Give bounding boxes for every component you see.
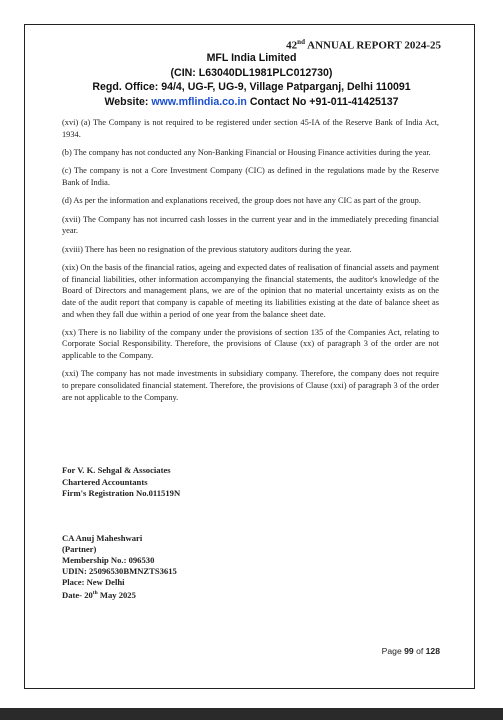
paragraph-xvii: (xvii) The Company has not incurred cash losses in the current year and in the immediately preceding financial year.	[62, 214, 439, 236]
current-page: 99	[404, 646, 414, 656]
of-label: of	[416, 646, 424, 656]
paragraph-xvi-d: (d) As per the information and explanations received, the group does not have any CIC as part of the group.	[62, 196, 421, 206]
website-label: Website:	[104, 95, 149, 108]
signatory-name: CA Anuj Maheshwari	[62, 533, 143, 543]
membership-number: Membership No.: 096530	[62, 555, 155, 565]
date-suffix: th	[92, 590, 98, 596]
paragraph-xvi-b: (b) The company has not conducted any Non-Banking Financial or Housing Finance activities during the year.	[62, 147, 431, 157]
report-title	[286, 38, 441, 52]
website-link[interactable]: www.mflindia.co.in	[151, 95, 247, 108]
udin: UDIN: 25096530BMNZTS3615	[62, 566, 177, 576]
paragraph-xviii: (xviii) There has been no resignation of the previous statutory auditors during the year.	[62, 244, 352, 254]
paragraph-xix: (xix) On the basis of the financial ratios, ageing and expected dates of realisation of financial assets and payment of financial liabilities, other information accompanying the financial statements, the auditor's knowledge of the Board of Directors and management plans, we are of the opinion that no material uncertainty exists as on the date of the audit report that company is capable of meeting its liabilities existing at the date of balance sheet as and when they fall due within a period of one year from the balance sheet date.	[62, 263, 439, 319]
firm-type: Chartered Accountants	[62, 476, 148, 487]
paragraph-xvi-c: (c) The company is not a Core Investment Company (CIC) as defined in the regulations made by the Reserve Bank of India.	[62, 166, 439, 187]
viewer-bottom-bar	[0, 708, 503, 720]
signatory-block	[62, 533, 177, 601]
total-pages: 128	[425, 646, 440, 656]
page-number	[382, 646, 440, 656]
place: Place: New Delhi	[62, 577, 125, 587]
paragraph-xxi: (xxi) The company has not made investments in subsidiary company. Therefore, the company does not require to prepare consolidated financial statement. Therefore, the provisions of Clause (xxi) of paragraph 3 of the order are not applicable to the Company.	[62, 369, 439, 402]
company-name: MFL India Limited	[206, 52, 297, 64]
contact-number: Contact No +91-011-41425137	[249, 95, 399, 108]
page-label: Page	[381, 646, 402, 656]
company-cin: (CIN: L63040DL1981PLC012730)	[170, 66, 333, 79]
report-title-text: ANNUAL REPORT 2024-25	[307, 39, 441, 52]
date-rest: May 2025	[97, 589, 136, 600]
report-number: 42	[286, 39, 298, 52]
date	[62, 588, 177, 601]
date-prefix: Date- 20	[62, 589, 93, 600]
firm-registration: Firm's Registration No.011519N	[62, 488, 181, 499]
paragraph-xvi-a: (xvi) (a) The Company is not required to be registered under section 45-IA of the Reserve Bank of India Act, 1934.	[62, 118, 439, 139]
company-contact-line	[0, 95, 503, 110]
company-office: Regd. Office: 94/4, UG-F, UG-9, Village Patparganj, Delhi 110091	[92, 81, 411, 93]
firm-signature-block	[62, 465, 180, 500]
paragraph-xx: (xx) There is no liability of the company under the provisions of section 135 of the Companies Act, relating to Corporate Social Responsibility. Therefore, the provisions of Clause (xx) of paragraph 3 of the order are not applicable to the Company.	[62, 327, 439, 361]
report-body	[62, 117, 439, 410]
company-header	[0, 51, 503, 109]
signatory-role: (Partner)	[62, 544, 97, 554]
report-number-suffix: nd	[297, 38, 305, 46]
firm-name: For V. K. Sehgal & Associates	[62, 465, 171, 475]
